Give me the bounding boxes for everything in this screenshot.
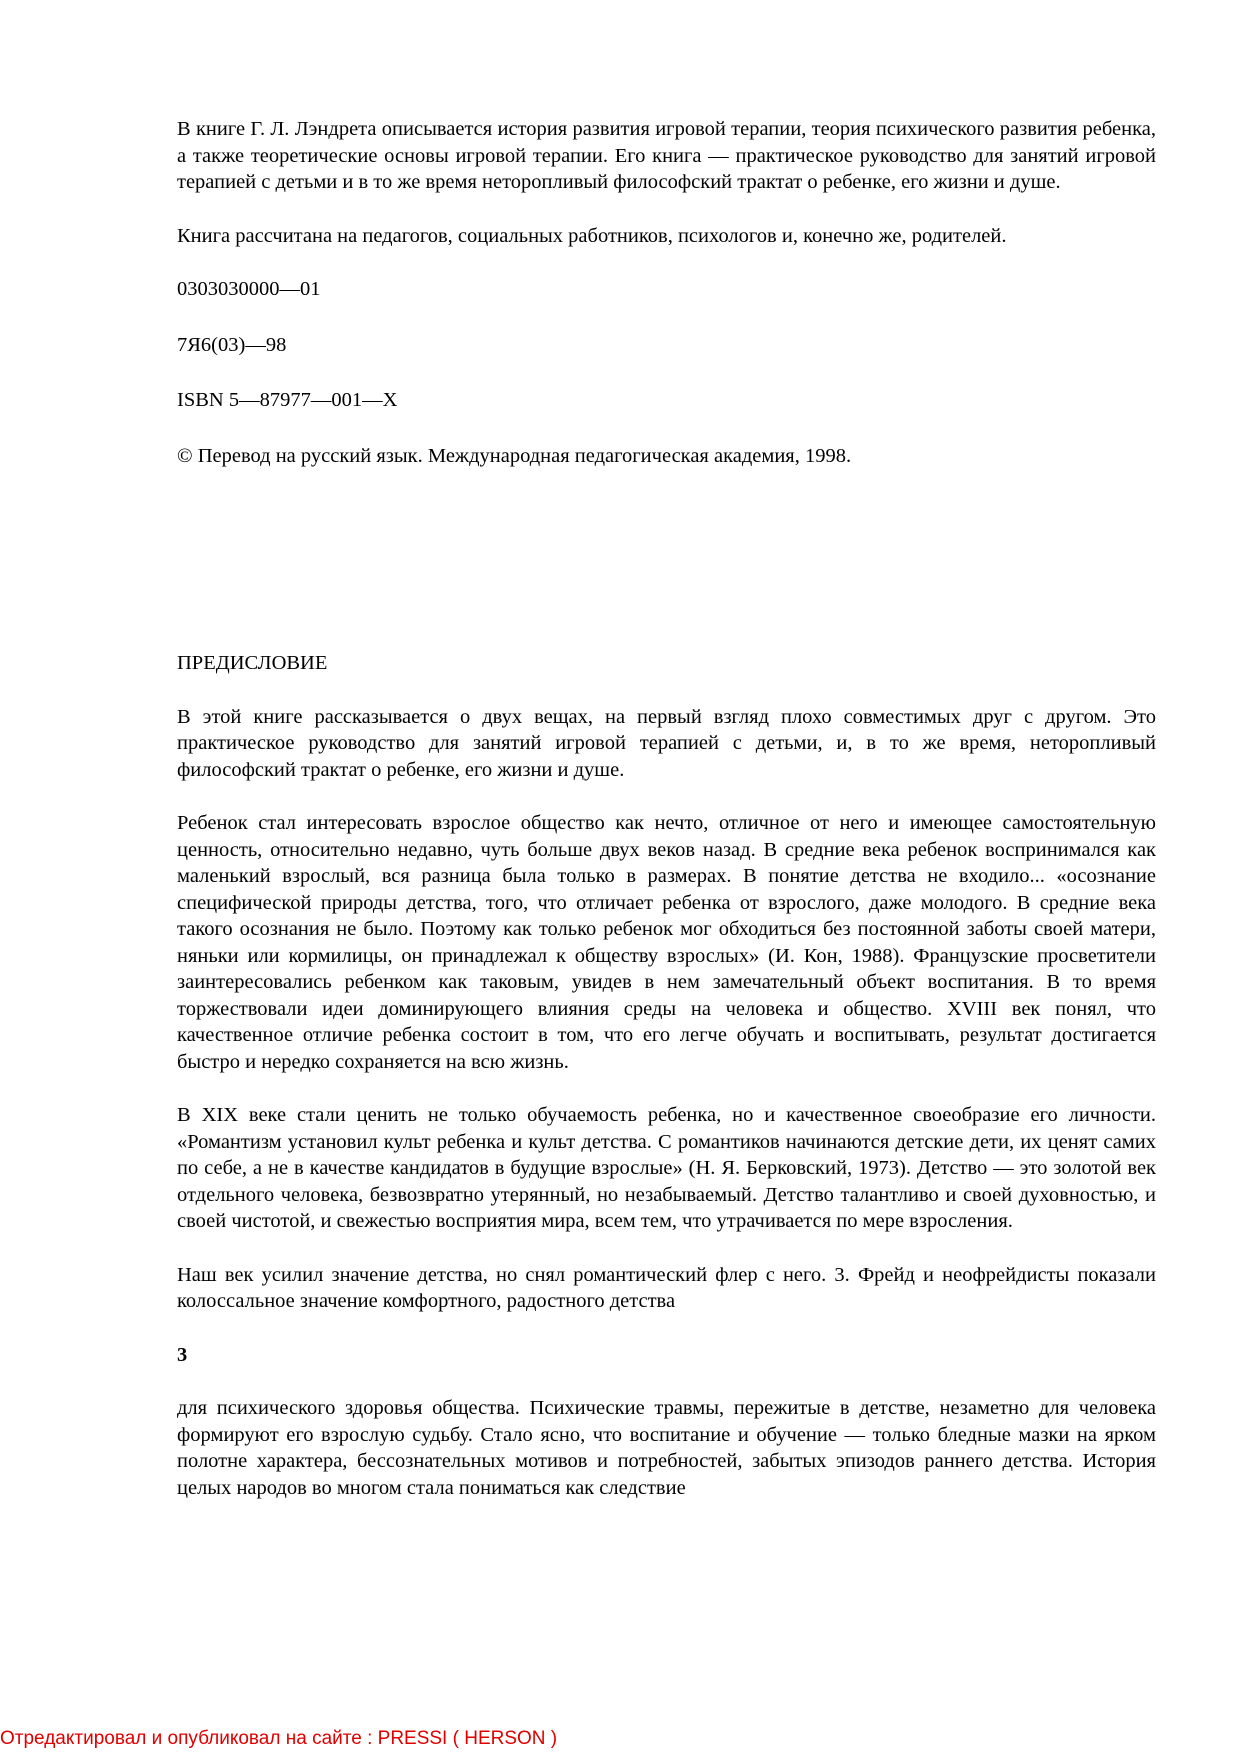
continuation-paragraph: для психического здоровья общества. Психические травмы, пережитые в детстве, незаметно для человека формируют его взрослую судьбу. Стало ясно, что воспитание и обучение — только бледные мазки на ярком полотне характера, бессознательных мотивов и потребностей, забытых эпизодов раннего детства. История целых народов во многом стала пониматься как следствие	[177, 1397, 1156, 1499]
preface-paragraph: В XIX веке стали ценить не только обучаемость ребенка, но и качественное своеобразие его личности. «Романтизм установил культ ребенка и культ детства. С романтиков начинаются детские дети, их ценят самих по себе, а не в качестве кандидатов в будущие взрослые» (Н. Я. Берковский, 1973). Детство — это золотой век отдельного человека, безвозвратно утерянный, но незабываемый. Детство талантливо и своей духовностью, и своей чистотой, и свежестью восприятия мира, всем тем, что утрачивается по мере взросления.	[177, 1104, 1156, 1232]
classification-code: 7Я6(03)—98	[177, 333, 287, 356]
publisher-footer: Отредактировал и опубликовал на сайте : PRESSI ( HERSON )	[0, 1728, 558, 1749]
page-number: 3	[177, 1343, 188, 1366]
preface-paragraph: В этой книге рассказывается о двух вещах, на первый взгляд плохо совместимых друг с другом. Это практическое руководство для занятий игровой терапией с детьми, и, в то же время, неторопливый философский трактат о ребенке, его жизни и душе.	[177, 705, 1156, 781]
preface-paragraph: Наш век усилил значение детства, но снял романтический флер с него. 3. Фрейд и неофрейдисты показали колоссальное значение комфортного, радостного детства	[177, 1263, 1156, 1312]
isbn: ISBN 5—87977—001—X	[177, 389, 398, 411]
audience-paragraph: Книга рассчитана на педагогов, социальных работников, психологов и, конечно же, родителей.	[177, 224, 1007, 247]
intro-paragraph: В книге Г. Л. Лэндрета описывается история развития игровой терапии, теория психического развития ребенка, а также теоретические основы игровой терапии. Его книга — практическое руководство для занятий игровой терапией с детьми и в то же время неторопливый философский трактат о ребенке, его жизни и душе.	[177, 118, 1156, 193]
document-page	[177, 116, 1156, 1528]
catalog-code: 0303030000—01	[177, 278, 321, 300]
preface-paragraph: Ребенок стал интересовать взрослое общество как нечто, отличное от него и имеющее самостоятельную ценность, относительно недавно, чуть больше двух веков назад. В средние века ребенок воспринимался как маленький взрослый, вся разница была только в размерах. В понятие детства не входило... «осознание специфической природы детства, того, что отличает ребенка от взрослого, даже молодого. В средние века такого осознания не было. Поэтому как только ребенок мог обходиться без постоянной заботы своей матери, няньки или кормилицы, он принадлежал к обществу взрослых» (И. Кон, 1988). Французские просветители заинтересовались ребенком как таковым, увидев в нем замечательный объект воспитания. В то время торжествовали идеи доминирующего влияния среды на человека и общество. XVIII век понял, что качественное отличие ребенка состоит в том, что его легче обучать и воспитывать, результат достигается быстро и нередко сохраняется на всю жизнь.	[177, 812, 1156, 1073]
spacer	[177, 498, 1156, 650]
preface-title: ПРЕДИСЛОВИЕ	[177, 652, 328, 674]
copyright-notice: © Перевод на русский язык. Международная педагогическая академия, 1998.	[177, 444, 852, 467]
